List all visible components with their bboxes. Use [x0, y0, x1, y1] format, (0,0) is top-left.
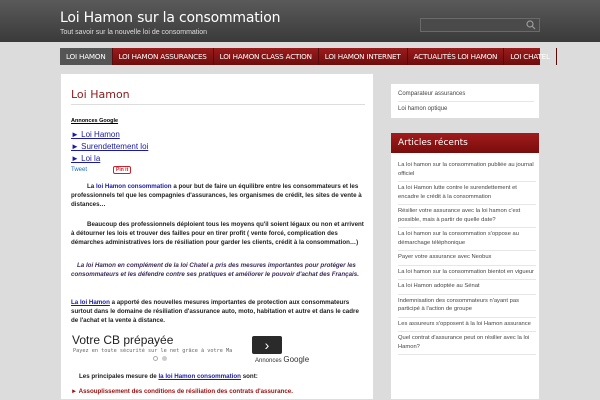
- nav-item-loi-chatel[interactable]: LOI CHATEL: [504, 48, 557, 65]
- recent-article-link[interactable]: Payer votre assurance avec Neobux: [398, 251, 536, 266]
- share-row: [71, 166, 131, 174]
- recent-article-link[interactable]: La loi hamon sur la consommation publiée au journal officiel: [398, 159, 536, 182]
- main-nav: [60, 48, 550, 65]
- ad-next-button[interactable]: [252, 336, 282, 354]
- paragraph-text: a apporté des nouvelles mesures importantes de protection aux consommateurs surtout dans le domaine de résiliation d'assurance auto, moto, habitation et autre et dans le cadre de l'achat et la vente à distance.: [71, 299, 359, 324]
- search-input[interactable]: [420, 18, 540, 32]
- main-content: [60, 73, 374, 400]
- recent-article-link[interactable]: Les assureurs s'opposent à la loi Hamon assurance: [398, 318, 536, 333]
- ad-brand: [255, 355, 309, 364]
- nav-item-class-action[interactable]: LOI HAMON CLASS ACTION: [214, 48, 319, 65]
- recent-list: [398, 159, 536, 355]
- ad-link[interactable]: ► Surendettement loi: [71, 142, 149, 151]
- pinit-button[interactable]: Pin it: [113, 166, 131, 174]
- keyword-link[interactable]: loi Hamon consommation: [95, 183, 172, 190]
- paragraph-text: sont:: [240, 373, 258, 380]
- ad-link[interactable]: ► Loi Hamon: [71, 130, 120, 139]
- nav-item-actualites[interactable]: ACTUALITÉS LOI HAMON: [408, 48, 505, 65]
- bullet-item: ► Assouplissement des conditions de résiliation des contrats d'assurance.: [71, 388, 293, 395]
- site-tagline: Tout savoir sur la nouvelle loi de consommation: [60, 29, 208, 36]
- page-title: Loi Hamon: [71, 88, 130, 101]
- ad-links: [71, 129, 148, 165]
- paragraph-text: Les principales mesure de: [79, 373, 159, 380]
- nav-item-loi-hamon[interactable]: LOI HAMON: [60, 48, 113, 65]
- ad-brand-name: Google: [283, 355, 310, 364]
- pager-dot[interactable]: [153, 356, 158, 361]
- recent-article-link[interactable]: Résilier votre assurance avec la loi hamon c'est possible, mais à partir de quelle date?: [398, 205, 536, 228]
- sidebar-link[interactable]: Comparateur assurances: [398, 91, 466, 97]
- keyword-link[interactable]: La loi Hamon: [71, 299, 110, 306]
- paragraph: [71, 372, 366, 381]
- site-header: [0, 0, 600, 42]
- nav-item-assurances[interactable]: LOI HAMON ASSURANCES: [113, 48, 214, 65]
- paragraph: La loi Hamon en complément de la loi Chatel a pris des mesures importantes pour protéger les consommateurs et les défendre contre ses pratiques et améliorer le pouvoir d'achat des Français.: [71, 262, 359, 278]
- ad-brand-prefix: Annonces: [255, 358, 282, 364]
- nav-item-internet[interactable]: LOI HAMON INTERNET: [319, 48, 408, 65]
- title-divider: [71, 104, 365, 105]
- ad-text: Payez en toute sécurité sur le net grâce à votre Ma: [73, 348, 233, 354]
- recent-article-link[interactable]: La loi Hamon lutte contre le surendettement et encadre le crédit à la consommation: [398, 182, 536, 205]
- paragraph: [71, 298, 366, 325]
- paragraph: [71, 182, 366, 209]
- recent-articles: [390, 132, 540, 400]
- search-icon[interactable]: [526, 20, 536, 30]
- divider: [398, 101, 534, 102]
- recent-articles-title: Articles récents: [391, 133, 540, 153]
- ad-link[interactable]: ► Loi la: [71, 154, 101, 163]
- ad-banner[interactable]: [71, 332, 365, 364]
- tweet-button[interactable]: Tweet: [71, 167, 88, 173]
- recent-article-link[interactable]: La loi Hamon adoptée au Sénat: [398, 280, 536, 295]
- sidebar-links: [390, 83, 540, 119]
- pager-dot[interactable]: [162, 356, 167, 361]
- ad-headline[interactable]: Votre CB prépayée: [72, 333, 174, 347]
- paragraph-text: La: [87, 183, 96, 190]
- paragraph: Beaucoup des professionnels déploient tous les moyens qu'il soient légaux ou non et arrivent à détourner les lois et trouver des failles pour en tirer profit ( vente forcé, complication des démarches administratives lors de résiliation pour garder les clients, crédit à la consommation…): [71, 221, 364, 246]
- ads-label[interactable]: Annonces Google: [71, 118, 119, 124]
- recent-article-link[interactable]: La loi hamon sur la consommation s'oppose au démarchage téléphonique: [398, 228, 536, 251]
- chevron-right-icon: ›: [264, 337, 270, 353]
- recent-article-link[interactable]: Quel contrat d'assurance peut on résilier avec la loi Hamon?: [398, 332, 536, 355]
- keyword-link[interactable]: la loi Hamon consommation: [158, 373, 241, 380]
- recent-article-link[interactable]: La loi hamon sur la consommation bientot en vigueur: [398, 266, 536, 281]
- ad-pager: [153, 356, 167, 361]
- recent-article-link[interactable]: Indemnisation des consommateurs n'ayant pas participé à l'action de groupe: [398, 295, 536, 318]
- site-title[interactable]: Loi Hamon sur la consommation: [60, 10, 281, 26]
- sidebar-link[interactable]: Loi hamon optique: [398, 106, 448, 112]
- paragraph-text: a pour but de faire un équilibre entre les consommateurs et les professionnels tel que les compagnies d'assurances, les organismes de crédit, les sites de vente à distances…: [71, 183, 362, 208]
